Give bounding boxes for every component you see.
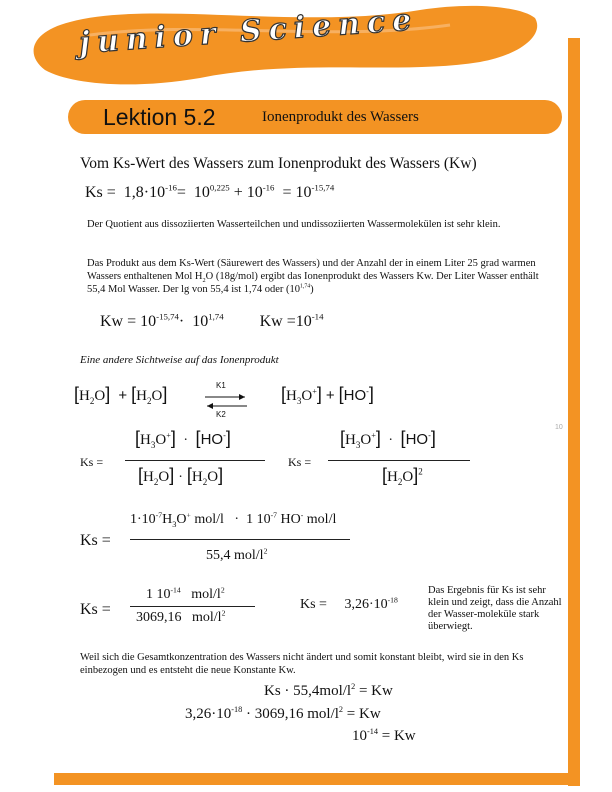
- paragraph-quotient: Der Quotient aus dissoziierten Wasserteilchen und undissoziierten Wassermolekülen ist sehr klein.: [87, 219, 501, 230]
- products: $[H_3O^+] + [HO^-]$: [281, 384, 374, 406]
- closing-eq-1: [264, 683, 393, 700]
- closing-eq-1-exp: 2: [351, 682, 356, 691]
- para2-exp: 1,74: [300, 283, 311, 290]
- closing-eq-2: [185, 706, 381, 723]
- ks-frac4-num: 1 $10^{-14}$ mol/$l^2$: [146, 585, 225, 602]
- para2-part-a: Das Produkt aus dem Ks-Wert (Säurewert des Wassers) und der Anzahl der in einem Liter 25 grad warmen Wassers enthaltenen Mol H: [87, 258, 536, 282]
- result-note: Das Ergebnis für Ks ist sehr klein und zeigt, dass die Anzahl der Wasser-moleküle stark überwiegt.: [428, 585, 562, 632]
- lesson-topic: Ionenprodukt des Wassers: [262, 109, 419, 125]
- closing-eq-2-exp: -18: [231, 705, 243, 714]
- ks-frac2-line: [328, 460, 470, 461]
- ks-frac4-line: [130, 606, 255, 607]
- ks-label-1: Ks =: [80, 455, 104, 469]
- closing-eq-1-a: Ks · 55,4mol/l: [264, 683, 352, 699]
- kw-equation: $Kw = 10^{-15,74}\cdot 10^{1,74}$ $Kw =10^{-14}$: [100, 311, 324, 330]
- closing-eq-3-end: = Kw: [381, 728, 416, 744]
- k1-label: K1: [216, 381, 226, 390]
- page-number: 10: [555, 424, 563, 431]
- closing-eq-2-end: = Kw: [346, 706, 381, 722]
- alt-heading: Eine andere Sichtweise auf das Ionenprodukt: [80, 354, 279, 366]
- right-border-bar: [568, 38, 580, 786]
- ks-frac3-den: 55,4 mol/$l^2$: [206, 546, 268, 563]
- ks-frac3-num: $1\cdot 10^{-7}H_3O^+$ mol/l · 1 $10^{-7}$ HO- mol/l: [130, 510, 337, 529]
- closing-paragraph: Weil sich die Gesamtkonzentration des Wassers nicht ändert und somit konstant bleibt, wird sie in den Ks einbezogen und es entsteht die neue Konstante Kw.: [80, 652, 524, 676]
- closing-eq-2-exp2: 2: [338, 705, 344, 714]
- ks-result: Ks = $3,26\cdot 10^{-18}$: [300, 595, 398, 612]
- para2-part-c: ): [310, 284, 314, 295]
- closing-eq-3-exp: -14: [367, 727, 378, 736]
- ks-frac2-den: $[H_2O]^2$: [382, 465, 423, 487]
- equilibrium-equation: $[H_2O] + [H_2O]$: [74, 384, 168, 406]
- ks-frac1-line: [125, 460, 265, 461]
- paragraph-product: Das Produkt aus dem Ks-Wert (Säurewert des Wassers) und der Anzahl der in einem Liter 25 grad warmen Wassers enthaltenen Mol $H_2O$ (18g/mol) ergibt das Ionenprodukt des Wassers Kw. Der Liter Wasser enthält 55,4 Mol Wasser. Der lg von 55,4 ist 1,74 oder (10$^{1,74}$): [87, 258, 539, 295]
- equilibrium-arrows: [203, 392, 249, 412]
- section-heading: Vom Ks-Wert des Wassers zum Ionenprodukt des Wassers (Kw): [80, 155, 477, 172]
- logo-text: junior Science: [78, 2, 420, 61]
- ks-frac1-num: $[H_3O^+] \cdot [HO^-]$: [135, 428, 231, 450]
- closing-eq-2-a: 3,26·10: [185, 706, 232, 722]
- bottom-border-bar: [54, 773, 580, 785]
- lesson-title: Lektion 5.2: [103, 104, 216, 130]
- ks-equation-1: $Ks = 1,8\cdot 10^{-16}= 10^{0,225} + 10^{-16} = 10^{-15,74}$: [85, 182, 335, 201]
- ks-label-4: Ks =: [80, 601, 111, 618]
- ks-frac4-den: 3069,16 mol/$l^2$: [136, 608, 226, 625]
- ks-label-2: Ks =: [288, 455, 312, 469]
- ks-frac3-line: [130, 539, 350, 540]
- closing-eq-3-a: 10: [352, 728, 367, 744]
- ks-frac2-num: $[H_3O^+] \cdot [HO^-]$: [340, 428, 436, 450]
- closing-eq-2-b: · 3069,16 mol/l: [246, 706, 339, 722]
- para2-part-b: O (18g/mol) ergibt das Ionenprodukt des Wassers Kw. Der Liter Wasser enthält 55,4 Mol Wasser. Der lg von 55,4 ist 1,74 oder (10: [87, 271, 539, 295]
- closing-eq-1-end: = Kw: [358, 683, 393, 699]
- ks-frac1-den: $[H_2O] \cdot [H_2O]$: [138, 465, 224, 487]
- ks-label-3: Ks =: [80, 532, 111, 549]
- k2-label: K2: [216, 410, 226, 419]
- closing-eq-3: [352, 728, 416, 745]
